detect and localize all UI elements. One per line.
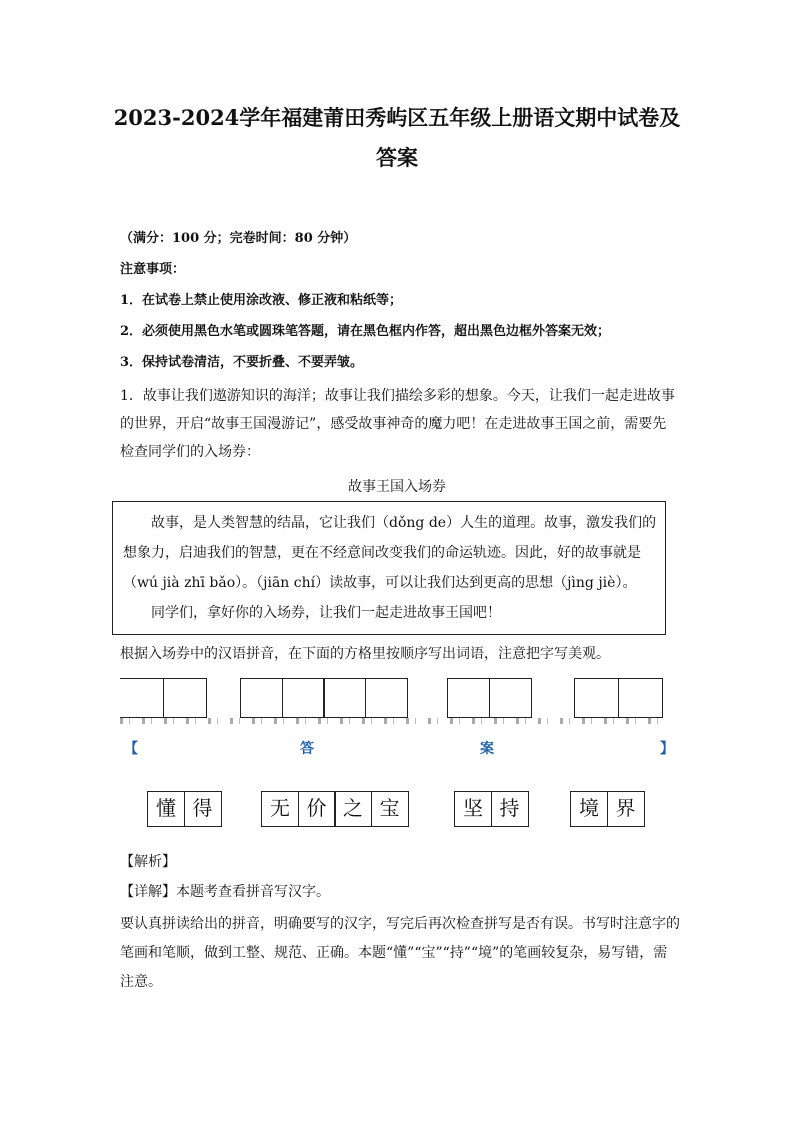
- page-title-continued: 答案: [376, 145, 418, 170]
- blank-grid-3[interactable]: [447, 678, 530, 720]
- blank-cell[interactable]: [240, 678, 283, 718]
- note-item: 3．保持试卷清洁，不要折叠、不要弄皱。: [120, 355, 364, 370]
- ticket-paragraph: 故事，是人类智慧的结晶，它让我们（dǒng de）人生的道理。故事，激发我们的想象力，启迪我们的智慧，更在不经意间改变我们的命运轨迹。因此，好的故事就是（wú jià zhī bǎo）。（jiān chí）读故事，可以让我们达到更高的思想（jìng jiè）。: [123, 515, 657, 591]
- answer-char: 无: [261, 791, 299, 827]
- analysis-detail: 【详解】本题考查看拼音写汉字。: [120, 884, 330, 900]
- question-intro: 1．故事让我们遨游知识的海洋；故事让我们描绘多彩的想象。今天，让我们一起走进故事的世界，开启“故事王国漫游记”，感受故事神奇的魔力吧！在走进故事王国之前，需要先检查同学们的入场券：: [120, 388, 675, 460]
- blank-grid-1[interactable]: [120, 678, 205, 720]
- blank-cell[interactable]: [489, 678, 532, 718]
- blank-cell[interactable]: [323, 678, 366, 718]
- answer-char: 之: [334, 791, 372, 827]
- ticket-box: [112, 501, 666, 635]
- blank-cell[interactable]: [163, 678, 207, 718]
- answer-bracket-right: 】: [660, 741, 674, 757]
- page-title: 2023-2024学年福建莆田秀屿区五年级上册语文期中试卷及: [113, 105, 681, 130]
- blank-cell[interactable]: [365, 678, 408, 718]
- answer-char: 懂: [147, 791, 185, 827]
- note-item: 2．必须使用黑色水笔或圆珠笔答题，请在黑色框内作答，超出黑色边框外答案无效；: [120, 324, 611, 339]
- blank-grid-2[interactable]: [240, 678, 406, 720]
- answer-label-char: 答: [300, 741, 314, 757]
- note-item: 1．在试卷上禁止使用涂改液、修正液和粘纸等；: [120, 293, 403, 308]
- answer-char: 境: [570, 791, 608, 827]
- answer-bracket-left: 【: [124, 741, 138, 757]
- analysis-body: 要认真拼读给出的拼音，明确要写的汉字，写完后再次检查拼写是否有误。书写时注意字的笔画和笔顺，做到工整、规范、正确。本题“懂”“宝”“持”“境”的笔画较复杂，易写错，需注意。: [120, 916, 680, 990]
- answer-char: 价: [298, 791, 336, 827]
- answer-label-char: 案: [480, 741, 494, 757]
- blank-cell[interactable]: [120, 678, 164, 718]
- answer-char: 界: [607, 791, 645, 827]
- answer-grid-4: [570, 791, 643, 827]
- answer-char: 坚: [454, 791, 492, 827]
- notes-heading: 注意事项：: [120, 262, 186, 277]
- blank-cell[interactable]: [618, 678, 663, 718]
- blank-cell[interactable]: [447, 678, 490, 718]
- blank-grid-4[interactable]: [574, 678, 661, 720]
- ticket-title: 故事王国入场券: [348, 479, 446, 495]
- exam-info: （满分：100 分；完卷时间：80 分钟）: [120, 231, 357, 246]
- scan-artifact: [120, 718, 660, 724]
- blank-cell[interactable]: [282, 678, 325, 718]
- answer-char: 持: [491, 791, 529, 827]
- answer-grid-3: [454, 791, 527, 827]
- ticket-paragraph: 同学们，拿好你的入场券，让我们一起走进故事王国吧！: [151, 605, 501, 621]
- answer-char: 得: [184, 791, 222, 827]
- answer-header: [124, 736, 674, 760]
- answer-grid-2: [261, 791, 407, 827]
- answer-char: 宝: [371, 791, 409, 827]
- question-instruction: 根据入场券中的汉语拼音，在下面的方格里按顺序写出词语，注意把字写美观。: [120, 646, 610, 662]
- answer-grid-1: [147, 791, 220, 827]
- analysis-heading: 【解析】: [120, 854, 176, 870]
- blank-cell[interactable]: [574, 678, 619, 718]
